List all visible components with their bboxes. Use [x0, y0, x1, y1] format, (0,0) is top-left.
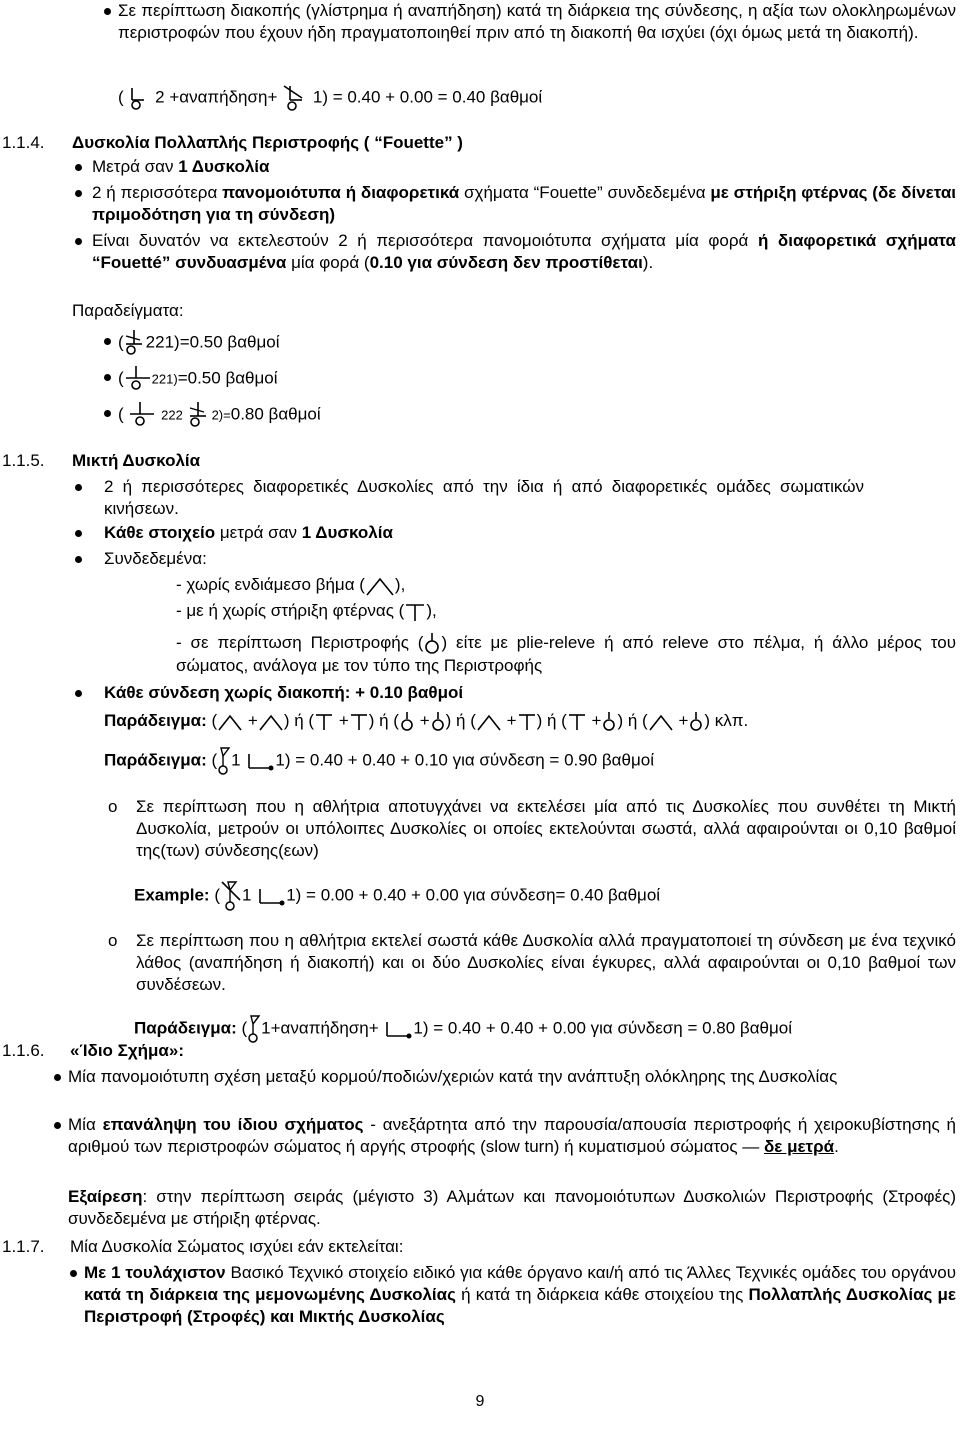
bullet [54, 1122, 61, 1129]
example-1: ( 221)=0.50 βαθμοί [118, 330, 280, 356]
balance-symbol-icon [247, 1014, 261, 1044]
page-number: 9 [475, 1393, 485, 1410]
step-arc-symbol-icon [217, 712, 243, 732]
fouette-heel-support-symbol-icon [124, 366, 152, 392]
bullet [75, 690, 82, 697]
jump-symbol-icon [383, 1018, 413, 1040]
bullet-validity-condition: Με 1 τουλάχιστον Βασικό Τεχνικό στοιχείο ειδικό για κάθε όργανο και/ή από τις Άλλες Τεχνικές ομάδες του οργάνου κατά τη διάρκεια της μεμονωμένης Δυσκολίας ή κατά τη διάρκεια κάθε στοιχείου της Πολλαπλής Δυσκολίας με Περιστροφή (Στροφές) και Μικτής Δυσκολίας [84, 1263, 956, 1326]
step-arc-symbol-icon [476, 712, 502, 732]
bullet-fouette-combined: Είναι δυνατόν να εκτελεστούν 2 ή περισσότερα πανομοιότυπα σχήματα μία φορά ή διαφορετικά σχήματα “Fouetté” συνδυασμένα μία φορά (0.10 για σύνδεση δεν προστίθεται). [92, 231, 956, 272]
examples-label: Παραδείγματα: [72, 301, 184, 320]
paragraph-interruption: Σε περίπτωση διακοπής (γλίστρημα ή αναπήδηση) κατά τη διάρκεια της σύνδεσης, η αξία των ολοκληρωμένων περιστροφών που έχουν ήδη πραγματοποιηθεί πριν από τη διακοπή θα ισχύει (όχι όμως μετά τη διακοπή). [118, 1, 956, 42]
bullet-mixed-definition: 2 ή περισσότερες διαφορετικές Δυσκολίες από την ίδια ή από διαφορετικές ομάδες σωματικών κινήσεων. [104, 477, 864, 518]
bullet-repetition-not-counted: Μία επανάληψη του ίδιου σχήματος - ανεξάρτητα από την παρουσία/απουσία περιστροφής ή χειροκυβίστησης ή αριθμού των περιστροφών σώματος ή αργής στροφής (slow turn) ή κυματισμού σώματος — δε μετρά. [68, 1115, 956, 1156]
example-failed: Example: ( 1 1) = 0.00 + 0.40 + 0.00 για σύνδεση= 0.40 βαθμοί [134, 880, 660, 912]
note-technical-fault: Σε περίπτωση που η αθλήτρια εκτελεί σωστά κάθε Δυσκολία αλλά πραγματοποιεί τη σύνδεση με ένα τεχνικό λάθος (αναπήδηση ή διακοπή) και οι δύο Δυσκολίες είναι έγκυρες, αλλά αφαιρούνται οι 0,10 βαθμοί των συνδέσεων. [136, 931, 956, 994]
bullet-connected: Συνδεδεμένα: [104, 549, 207, 568]
section-number: 1.1.7. [2, 1237, 45, 1256]
section-number: 1.1.5. [2, 451, 45, 470]
dash-rotation: - σε περίπτωση Περιστροφής ( ) είτε με plie-releve ή από releve στο πέλμα, ή άλλο μέρος του σώματος, ανάλογα με τον τύπο της Περιστροφής [176, 633, 956, 675]
note-failed-difficulty: Σε περίπτωση που η αθλήτρια αποτυγχάνει να εκτελέσει μία από τις Δυσκολίες που συνθέτει τη Μικτή Δυσκολία, μετρούν οι υπόλοιπες Δυσκολίες οι οποίες εκτελούνται σωστά, αλλά αφαιρούνται οι 0,10 βαθμοί της(των) σύνδεσης(εων) [136, 797, 956, 860]
step-arc-symbol-icon [258, 712, 284, 732]
section-number: 1.1.4. [2, 133, 45, 152]
bullet [75, 238, 82, 245]
jump-symbol-icon [256, 885, 286, 907]
example-3: ( 222 2)=0.80 βαθμοί [118, 402, 321, 428]
bullet [104, 8, 111, 15]
bullet-each-element: Κάθε στοιχείο μετρά σαν 1 Δυσκολία [104, 523, 393, 542]
rotation-symbol-icon [601, 712, 617, 732]
bullet [70, 1270, 77, 1277]
section-title: «Ίδιο Σχήμα»: [70, 1041, 184, 1060]
fouette-symbol-icon [124, 330, 146, 356]
fouette-heel-support-symbol-icon [128, 402, 156, 428]
heel-support-symbol-icon [314, 712, 334, 732]
heel-support-symbol-icon [349, 712, 369, 732]
bullet [75, 530, 82, 537]
heel-support-symbol-icon [404, 601, 426, 623]
bullet [104, 374, 111, 381]
bullet-counts-one-difficulty: Μετρά σαν 1 Δυσκολία [92, 157, 270, 176]
rotation-symbol-icon [423, 633, 441, 655]
bullet [75, 190, 82, 197]
section-title: Δυσκολία Πολλαπλής Περιστροφής ( “Fouette” ) [72, 133, 463, 152]
example-2: ( 221)=0.50 βαθμοί [118, 366, 278, 392]
section-number: 1.1.6. [2, 1041, 45, 1060]
example-combinations: Παράδειγμα: ( + ) ή ( + ) ή ( + ) ή ( + ) ή ( + ) ή ( + ) κλπ. [104, 711, 749, 730]
bullet [54, 1074, 61, 1081]
balance-symbol-icon [217, 746, 231, 776]
step-arc-symbol-icon [648, 712, 674, 732]
exception-note: Εξαίρεση: στην περίπτωση σειράς (μέγιστο 3) Αλμάτων και πανομοιότυπων Δυσκολιών Περιστροφής (Στροφές) συνδεδεμένα με στήριξη φτέρνας. [68, 1187, 956, 1228]
pivot-turn-crossed-symbol-icon [282, 84, 308, 112]
dash-no-step: - χωρίς ενδιάμεσο βήμα ( ), [176, 574, 405, 597]
bullet [75, 556, 82, 563]
bullet [75, 484, 82, 491]
bullet [75, 164, 82, 171]
rotation-symbol-icon [688, 712, 704, 732]
fouette-symbol-icon [188, 402, 212, 428]
bullet [104, 338, 111, 345]
section-title: Μικτή Δυσκολία [72, 451, 201, 470]
bullet-fouette-shapes: 2 ή περισσότερα πανομοιότυπα ή διαφορετικά σχήματα “Fouette” συνδεδεμένα με στήριξη φτέρνας (δε δίνεται πριμοδότηση για τη σύνδεση) [92, 183, 957, 224]
list-marker: o [108, 797, 118, 816]
heel-support-symbol-icon [517, 712, 537, 732]
list-marker: o [108, 931, 118, 950]
pivot-turn-symbol-icon [128, 86, 150, 110]
crossed-balance-symbol-icon [220, 880, 242, 912]
bullet [104, 410, 111, 417]
section-title: Μία Δυσκολία Σώματος ισχύει εάν εκτελείται: [70, 1237, 404, 1256]
rotation-symbol-icon [399, 712, 415, 732]
example-technical-fault: Παράδειγμα: ( 1+αναπήδηση+ 1) = 0.40 + 0.40 + 0.00 για σύνδεση = 0.80 βαθμοί [134, 1014, 792, 1044]
step-arc-symbol-icon [365, 575, 395, 597]
heel-support-symbol-icon [567, 712, 587, 732]
example-mixed-score: Παράδειγμα: ( 1 1) = 0.40 + 0.40 + 0.10 για σύνδεση = 0.90 βαθμοί [104, 746, 654, 776]
jump-symbol-icon [245, 750, 275, 772]
dash-heel-support: - με ή χωρίς στήριξη φτέρνας ( ), [176, 600, 437, 623]
bullet-same-shape-definition: Μία πανομοιότυπη σχέση μεταξύ κορμού/ποδιών/χεριών κατά την ανάπτυξη ολόκληρης της Δυσκολίας [68, 1067, 838, 1086]
example-line-top: ( 2 +αναπήδηση+ 1) = 0.40 + 0.00 = 0.40 βαθμοί [118, 84, 542, 112]
bullet-connection-bonus: Κάθε σύνδεση χωρίς διακοπή: + 0.10 βαθμοί [104, 683, 464, 702]
rotation-symbol-icon [430, 712, 446, 732]
